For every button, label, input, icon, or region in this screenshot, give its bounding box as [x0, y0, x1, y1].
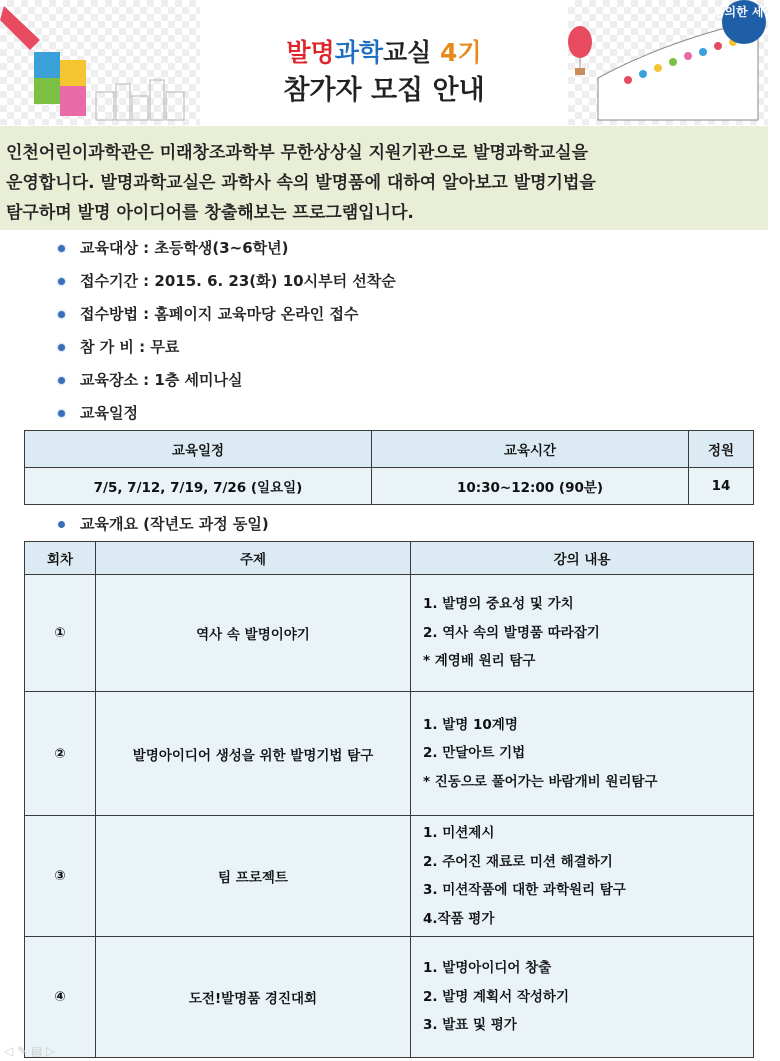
menu-icon[interactable]: ▤ [30, 1044, 43, 1058]
lecture-item: 3. 미션작품에 대한 과학원리 탐구 [423, 882, 626, 898]
info-schedule-label: 교육일정 [58, 401, 396, 434]
schedule-table [24, 430, 754, 505]
session-topic: 역사 속 발명이야기 [96, 575, 411, 692]
arrow-right-icon[interactable]: ▷ [46, 1044, 56, 1058]
lecture-item: 2. 만달아트 기법 [423, 745, 526, 762]
intro-line: 운영합니다. 발명과학교실은 과학사 속의 발명품에 대하여 알아보고 발명기법을 [6, 173, 596, 193]
session-lecture [411, 575, 754, 692]
table-row [25, 575, 754, 692]
session-lecture [411, 692, 754, 816]
lecture-item: 3. 발표 및 평가 [423, 1017, 517, 1034]
schedule-time: 10:30~12:00 (90분) [372, 468, 689, 505]
session-topic: 팀 프로젝트 [96, 816, 411, 937]
session-number: ④ [25, 937, 96, 1058]
session-number: ① [25, 575, 96, 692]
lecture-item: 4.작품 평가 [423, 910, 495, 927]
session-topic: 도전!발명품 경진대회 [96, 937, 411, 1058]
header-banner [0, 0, 776, 125]
session-number: ③ [25, 816, 96, 937]
col-header-capacity: 정원 [689, 431, 754, 468]
lecture-item: 2. 역사 속의 발명품 따라잡기 [423, 624, 600, 641]
intro-line: 인천어린이과학관은 미래창조과학부 무한상상실 지원기관으로 발명과학교실을 [6, 143, 589, 163]
info-list [58, 236, 396, 434]
info-place: 교육장소 : 1층 세미나실 [58, 368, 396, 401]
schedule-capacity: 14 [689, 468, 754, 505]
page-title-line1: 발명과학교실 4기 [286, 38, 482, 67]
info-method: 접수방법 : 홈페이지 교육마당 온라인 접수 [58, 302, 396, 335]
lecture-item: 1. 발명아이디어 창출 [423, 960, 552, 977]
lecture-item: 2. 주어진 재료로 미션 해결하기 [423, 853, 613, 870]
session-number: ② [25, 692, 96, 816]
session-lecture [411, 816, 754, 937]
schedule-dates: 7/5, 7/12, 7/19, 7/26 (일요일) [25, 468, 372, 505]
table-row [25, 937, 754, 1058]
right-decoration [568, 0, 776, 125]
viewer-toolbar[interactable] [4, 1044, 55, 1058]
lecture-item: 1. 미션제시 [423, 825, 495, 841]
session-lecture [411, 937, 754, 1058]
intro-box [0, 126, 768, 230]
info-fee: 참 가 비 : 무료 [58, 335, 396, 368]
info-period: 접수기간 : 2015. 6. 23(화) 10시부터 선착순 [58, 269, 396, 302]
lecture-item: 1. 발명의 중요성 및 가치 [423, 596, 574, 613]
col-header-session: 회차 [25, 542, 96, 575]
lecture-item: 1. 발명 10계명 [423, 716, 518, 733]
lecture-item: 2. 발명 계획서 작성하기 [423, 988, 569, 1005]
col-header-lecture: 강의 내용 [411, 542, 754, 575]
table-row [25, 692, 754, 816]
brand-logo: 창의한 세상 [712, 5, 776, 19]
table-row [25, 468, 754, 505]
session-topic: 발명아이디어 생성을 위한 발명기법 탐구 [96, 692, 411, 816]
overview-label-list [58, 512, 269, 536]
lecture-item: * 진동으로 풀어가는 바람개비 원리탐구 [423, 773, 658, 790]
pen-icon[interactable]: ✎ [17, 1044, 28, 1058]
lecture-item: * 계영배 원리 탐구 [423, 653, 536, 670]
info-target: 교육대상 : 초등학생(3~6학년) [58, 236, 396, 269]
puzzle-building-illustration [0, 0, 200, 125]
arrow-left-icon[interactable]: ◁ [4, 1044, 14, 1058]
course-table [24, 541, 754, 1058]
overview-label: 교육개요 (작년도 과정 동일) [58, 512, 269, 536]
col-header-topic: 주제 [96, 542, 411, 575]
intro-line: 탐구하며 발명 아이디어를 창출해보는 프로그램입니다. [6, 203, 414, 223]
table-row [25, 816, 754, 937]
col-header-time: 교육시간 [372, 431, 689, 468]
page-title-line2: 참가자 모집 안내 [283, 75, 485, 106]
col-header-schedule: 교육일정 [25, 431, 372, 468]
left-decoration [0, 0, 200, 125]
